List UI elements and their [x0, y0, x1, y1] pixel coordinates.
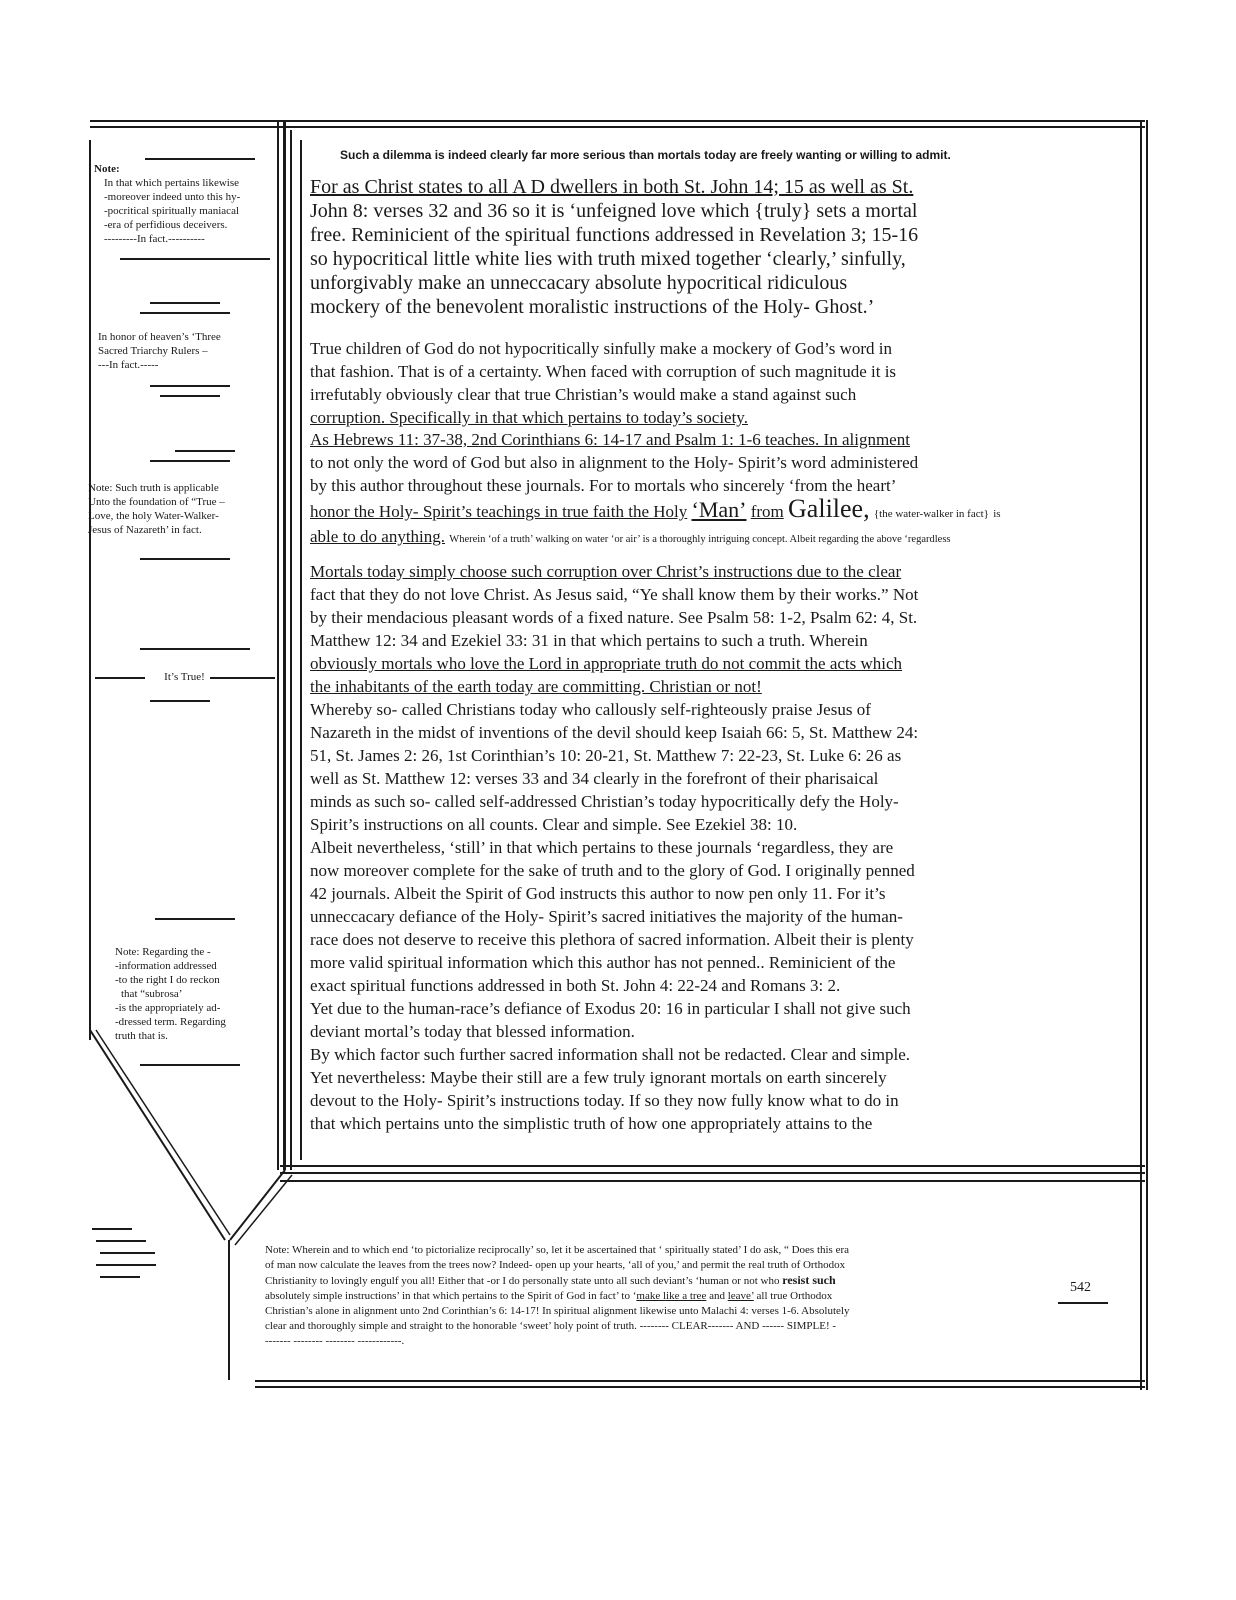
foot-line: clear and thoroughly simple and straight to the honorable ‘sweet’ holy point of truth. -------- CLEAR------- AND ------ SIMPLE! -	[265, 1320, 837, 1332]
foot-text-bold: resist such	[782, 1273, 836, 1287]
margin-rule	[140, 312, 230, 314]
para-line: minds as such so- called self-addressed Christian’s today hypocritically defy the Holy-	[310, 792, 899, 811]
foot-line	[265, 1273, 1055, 1289]
mid-line-2	[280, 1172, 1145, 1174]
margin-note-2	[98, 330, 278, 372]
page-heading: Such a dilemma is indeed clearly far more serious than mortals today are freely wanting or willing to admit.	[340, 148, 951, 162]
para-line: that fashion. That is of a certainty. When faced with corruption of such magnitude it is	[310, 362, 897, 381]
foot-line	[265, 1289, 1055, 1304]
margin-rule	[150, 302, 220, 304]
margin-rule	[140, 648, 250, 650]
scribble-mark	[100, 1276, 140, 1278]
foot-line: Christian’s alone in alignment unto 2nd Corinthian’s 6: 14-17! In spiritual alignment likewise unto Malachi 4: verses 1-6. Absolutely	[265, 1305, 850, 1317]
margin-note-3	[88, 481, 278, 537]
scribble-mark	[100, 1252, 155, 1254]
foot-text-underlined: leave’	[727, 1290, 754, 1302]
bottom-line-1	[255, 1380, 1145, 1382]
paragraph-5	[310, 836, 990, 1043]
note-line: -era of perfidious deceivers.	[104, 219, 228, 231]
foot-text: Christianity to lovingly engulf you all! Either that -or I do personally state unto all such deviant’s ‘human or not who	[265, 1275, 780, 1287]
note-line: -to the right I do reckon	[115, 974, 220, 986]
frame-top-line-1	[90, 120, 1145, 122]
margin-rule	[175, 450, 235, 452]
para-line: By which factor such further sacred information shall not be redacted. Clear and simple.	[310, 1045, 910, 1064]
note-line: It’s True!	[164, 671, 205, 683]
note-line: -moreover indeed unto this hy-	[104, 191, 241, 203]
note-line: Unto the foundation of “True –	[88, 496, 225, 508]
is-word: is	[993, 508, 1001, 520]
text-box-left	[300, 140, 302, 1160]
lead-paragraph	[310, 175, 990, 319]
para-line: more valid spiritual information which this author has not penned.. Reminicient of the	[310, 953, 896, 972]
para-line: irrefutably obviously clear that true Christian’s would make a stand against such	[310, 385, 857, 404]
para-line: by this author throughout these journals. For to mortals who sincerely ‘from the heart’	[310, 476, 897, 495]
note-line: truth that is.	[115, 1030, 168, 1042]
note-line: In that which pertains likewise	[104, 177, 240, 189]
note-line: -dressed term. Regarding	[115, 1016, 226, 1028]
note-line: Note: Such truth is applicable	[88, 482, 219, 494]
page-number-rule	[1058, 1302, 1108, 1304]
note-line: -pocritical spiritually maniacal	[104, 205, 240, 217]
para-line: Spirit’s instructions on all counts. Clear and simple. See Ezekiel 38: 10.	[310, 815, 798, 834]
margin-rule	[120, 258, 270, 260]
paragraph-3	[310, 560, 990, 698]
lead-line: John 8: verses 32 and 36 so it is ‘unfeigned love which {truly} sets a mortal	[310, 200, 918, 222]
para-line: race does not deserve to receive this plethora of sacred information. Albeit their is plenty	[310, 930, 914, 949]
para-line: exact spiritual functions addressed in both St. John 4: 22-24 and Romans 3: 2.	[310, 976, 841, 995]
funnel-lines	[80, 1020, 300, 1260]
para-line: well as St. Matthew 12: verses 33 and 34 clearly in the forefront of their pharisaical	[310, 769, 879, 788]
paragraph-4	[310, 698, 990, 836]
note-line: that “subrosa’	[121, 988, 183, 1000]
lead-line: so hypocritical little white lies with truth mixed together ‘clearly,’ sinfully,	[310, 248, 906, 270]
page-number: 542	[1070, 1280, 1091, 1295]
para-line: Yet due to the human-race’s defiance of Exodus 20: 16 in particular I shall not give such	[310, 999, 911, 1018]
note-line: Note: Regarding the -	[115, 946, 211, 958]
para-line: Whereby so- called Christians today who callously self-righteously praise Jesus of	[310, 700, 871, 719]
note-line: -is the appropriately ad-	[115, 1002, 221, 1014]
note-label: Note:	[94, 163, 120, 175]
divider-line-1	[277, 120, 279, 1170]
foot-line: of man now calculate the leaves from the trees now? Indeed- open up your hearts, ‘all of you,’ and permit the real truth of Orthodox	[265, 1259, 846, 1271]
foot-line: Note: Wherein and to which end ‘to pictorialize reciprocally’ so, let it be ascertained that ‘ spiritually stated’ I do ask, “ Does this era	[265, 1244, 850, 1256]
margin-rule	[150, 460, 230, 462]
lead-line: unforgivably make an unneccacary absolute hypocritical ridiculous	[310, 272, 848, 294]
margin-note-5	[95, 945, 275, 1043]
bottom-line-2	[255, 1386, 1145, 1388]
scribble-mark	[92, 1228, 132, 1230]
divider-line-2	[283, 120, 286, 1170]
para-line: deviant mortal’s today that blessed information.	[310, 1022, 635, 1041]
frame-left-line	[89, 140, 91, 1040]
note-line: Jesus of Nazareth’ in fact.	[88, 524, 202, 536]
galilee-word: Galilee,	[788, 494, 870, 523]
margin-rule	[140, 558, 230, 560]
para-line: Mortals today simply choose such corruption over Christ’s instructions due to the clear	[310, 562, 902, 581]
para-line: obviously mortals who love the Lord in appropriate truth do not commit the acts which	[310, 654, 903, 673]
scribble-mark	[96, 1264, 156, 1266]
para-text: able to do anything.	[310, 527, 446, 546]
lead-line: mockery of the benevolent moralistic instructions of the Holy- Ghost.’	[310, 296, 875, 318]
from-word: from	[750, 502, 784, 521]
para-line: True children of God do not hypocritically sinfully make a mockery of God’s word in	[310, 339, 892, 358]
margin-rule	[210, 677, 275, 679]
note-line: -information addressed	[115, 960, 217, 972]
margin-rule	[150, 700, 210, 702]
margin-rule	[95, 677, 145, 679]
paragraph-1	[310, 337, 990, 429]
para-line: Nazareth in the midst of inventions of the devil should keep Isaiah 66: 5, St. Matthew 24:	[310, 723, 919, 742]
margin-rule	[160, 395, 220, 397]
para-line: fact that they do not love Christ. As Jesus said, “Ye shall know them by their works.” Not	[310, 585, 919, 604]
para-line: As Hebrews 11: 37-38, 2nd Corinthians 6: 14-17 and Psalm 1: 1-6 teaches. In alignment	[310, 430, 910, 449]
para-line	[310, 494, 1001, 525]
lead-line: free. Reminicient of the spiritual functions addressed in Revelation 3; 15-16	[310, 224, 919, 246]
para-line: Yet nevertheless: Maybe their still are a few truly ignorant mortals on earth sincerely	[310, 1068, 887, 1087]
para-line: 51, St. James 2: 26, 1st Corinthian’s 10: 20-21, St. Matthew 7: 22-23, St. Luke 6: 26 as	[310, 746, 902, 765]
margin-rule	[140, 1064, 240, 1066]
foot-line: ------- -------- -------- ------------.	[265, 1335, 405, 1347]
foot-text: and	[706, 1290, 728, 1302]
para-line: devout to the Holy- Spirit’s instructions today. If so they now fully know what to do in	[310, 1091, 899, 1110]
margin-rule	[150, 385, 230, 387]
aside-text: {the water-walker in fact}	[873, 508, 989, 520]
frame-right-line-2	[1146, 120, 1148, 1390]
note-line: ---------In fact.----------	[104, 233, 205, 245]
para-line: by their mendacious pleasant words of a fixed nature. See Psalm 58: 1-2, Psalm 62: 4, St.	[310, 608, 918, 627]
para-line: that which pertains unto the simplistic truth of how one appropriately attains to the	[310, 1114, 873, 1133]
footer-left-line	[228, 1240, 230, 1380]
lead-line: For as Christ states to all A D dwellers in both St. John 14; 15 as well as St.	[310, 176, 914, 198]
note-line: Sacred Triarchy Rulers –	[98, 345, 208, 357]
divider-line-3	[290, 130, 292, 1170]
para-line: unneccacary defiance of the Holy- Spirit’s sacred initiatives the majority of the human-	[310, 907, 903, 926]
note-line: In honor of heaven’s ‘Three	[98, 331, 221, 343]
para-line	[310, 525, 990, 551]
margin-rule	[155, 918, 235, 920]
para-text-small: Wherein ‘of a truth’ walking on water ‘or air’ is a thoroughly intriguing concept. Albeit regarding the above ‘regardless	[449, 534, 951, 545]
para-line: Matthew 12: 34 and Ezekiel 33: 31 in that which pertains to such a truth. Wherein	[310, 631, 868, 650]
margin-rule	[145, 158, 255, 160]
note-line: Love, the holy Water-Walker-	[88, 510, 219, 522]
foot-text: absolutely simple instructions’ in that which pertains to the Spirit of God in fact’ to ‘	[265, 1290, 637, 1302]
footer-note	[265, 1243, 1055, 1349]
para-line: to not only the word of God but also in alignment to the Holy- Spirit’s word administered	[310, 453, 919, 472]
para-line: corruption. Specifically in that which pertains to today’s society.	[310, 408, 748, 427]
para-line: the inhabitants of the earth today are committing. Christian or not!	[310, 677, 762, 696]
frame-right-line-1	[1140, 120, 1142, 1390]
scribble-mark	[96, 1240, 146, 1242]
note-line: ---In fact.-----	[98, 359, 159, 371]
mid-line-1	[280, 1165, 1145, 1167]
paragraph-2	[310, 428, 1001, 551]
frame-top-line-2	[90, 126, 1145, 128]
foot-text: all true Orthodox	[753, 1290, 833, 1302]
mid-line-3	[280, 1180, 1145, 1182]
para-text: honor the Holy- Spirit’s teachings in true faith the Holy	[310, 502, 688, 521]
man-word: ‘Man’	[691, 497, 747, 522]
paragraph-6	[310, 1043, 990, 1135]
margin-note-1	[94, 162, 279, 246]
para-line: now moreover complete for the sake of truth and to the glory of God. I originally penned	[310, 861, 915, 880]
para-line: 42 journals. Albeit the Spirit of God instructs this author to now pen only 11. For it’s	[310, 884, 886, 903]
para-line: Albeit nevertheless, ‘still’ in that which pertains to these journals ‘regardless, they are	[310, 838, 894, 857]
foot-text-underlined: make like a tree	[636, 1290, 707, 1302]
